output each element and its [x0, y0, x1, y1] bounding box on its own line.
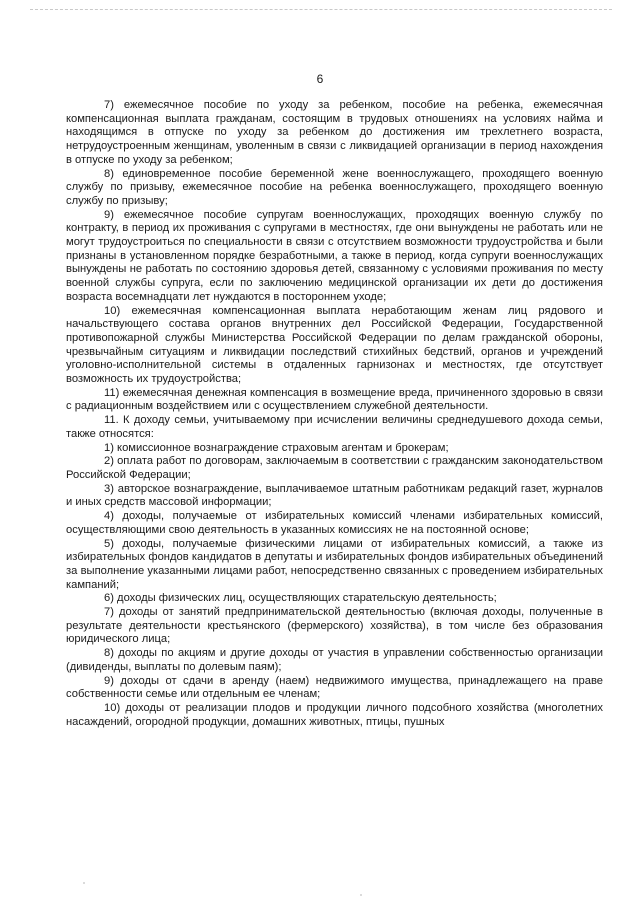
paragraph-11-damage-compensation: 11) ежемесячная денежная компенсация в возмещение вреда, причиненного здоровью в связи с радиационным воздействием или с осуществлением служебной деятельности.	[66, 386, 603, 413]
item-7-business-income: 7) доходы от занятий предпринимательской деятельностью (включая доходы, полученные в результате деятельности крестьянского (фермерского) хозяйства), в том числе без образования юридического лица;	[66, 606, 603, 646]
item-10-household-produce: 10) доходы от реализации плодов и продукции личного подсобного хозяйства (многолетних насаждений, огородной продукции, домашних животных, птицы, пушных	[66, 701, 603, 728]
page-number: 6	[316, 72, 324, 86]
item-5-election-income: 5) доходы, получаемые физическими лицами от избирательных комиссий, а также из избирательных фондов кандидатов в депутаты и избирательных фондов избирательных объединений за выполнение указанными лицами работ, непосредственно связанных с проведением избирательных кампаний;	[66, 537, 603, 591]
item-8-dividends: 8) доходы по акциям и другие доходы от участия в управлении собственностью организации (дивиденды, выплаты по долевым паям);	[66, 647, 603, 673]
item-6-prospecting: 6) доходы физических лиц, осуществляющих старательскую деятельность;	[104, 592, 497, 605]
item-1-commission: 1) комиссионное вознаграждение страховым агентам и брокерам;	[104, 441, 449, 454]
item-3-author-fee: 3) авторское вознаграждение, выплачиваемое штатным работникам редакций газет, журналов и иных средств массовой информации;	[66, 482, 603, 509]
section-11-heading: 11. К доходу семьи, учитываемому при исчислении величины среднедушевого дохода семьи, также относятся:	[66, 414, 603, 440]
scan-top-edge	[30, 9, 612, 10]
paragraph-10-compensation-wives: 10) ежемесячная компенсационная выплата неработающим женам лиц рядового и начальствующего состава органов внутренних дел Российской Федерации, Государственной противопожарной службы Министерства Российской Федерации по делам гражданской обороны, чрезвычайным ситуациям и ликвидации последствий стихийных бедствий, органов и учреждений уголовно-исполнительной системы в отдаленных гарнизонах и местностях, где отсутствует возможность их трудоустройства;	[66, 304, 603, 386]
paragraph-7-childcare-allowance: 7) ежемесячное пособие по уходу за ребенком, пособие на ребенка, ежемесячная компенсационная выплата гражданам, состоящим в трудовых отношениях на условиях найма и находящимся в отпуске по уходу за ребенком до достижения им трехлетнего возраста, нетрудоустроенным женщинам, уволенным в связи с ликвидацией организации в период нахождения в отпуске по уходу за ребенком;	[66, 99, 603, 166]
item-4-election-commission-members: 4) доходы, получаемые от избирательных комиссий членами избирательных комиссий, осуществляющими свою деятельность в указанных комиссиях не на постоянной основе;	[66, 510, 603, 536]
paragraph-8-pregnant-wife-allowance: 8) единовременное пособие беременной жене военнослужащего, проходящего военную службу по призыву, ежемесячное пособие на ребенка военнослужащего, проходящего военную службу по призыву;	[66, 167, 603, 207]
document-body	[66, 99, 603, 729]
paragraph-9-spouse-allowance: 9) ежемесячное пособие супругам военнослужащих, проходящих военную службу по контракту, в период их проживания с супругами в местностях, где они вынуждены не работать или не могут трудоустроиться по специальности в связи с отсутствием возможности трудоустройства и были признаны в установленном порядке безработными, а также в период, когда супруги военнослужащих вынуждены не работать по состоянию здоровья детей, связанному с условиями проживания по месту военной службы супруга, если по заключению медицинской организации их дети до достижения возраста восемнадцати лет нуждаются в постороннем уходе;	[66, 208, 603, 303]
item-2-contract-work: 2) оплата работ по договорам, заключаемым в соответствии с гражданским законодательством Российской Федерации;	[66, 455, 603, 481]
scan-speck	[83, 882, 85, 884]
scan-speck	[360, 894, 362, 896]
item-9-rent-income: 9) доходы от сдачи в аренду (наем) недвижимого имущества, принадлежащего на праве собственности семье или отдельным ее членам;	[66, 674, 603, 701]
